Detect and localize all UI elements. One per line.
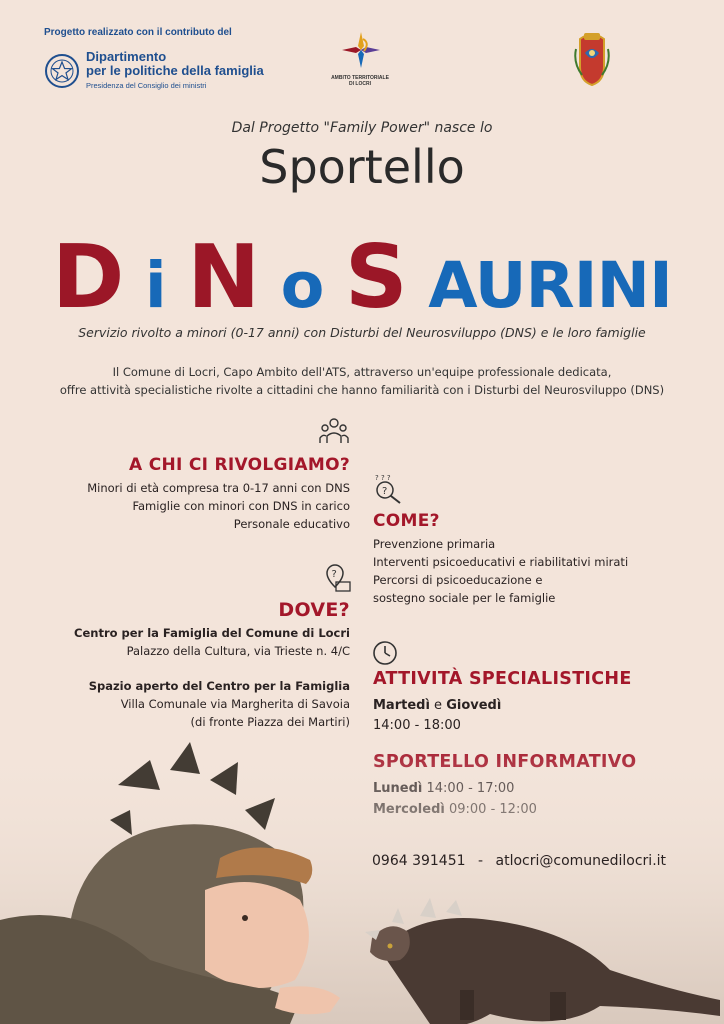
come-list — [373, 535, 628, 607]
rivolgiamo-item: Personale educativo — [233, 517, 350, 531]
attivita-heading: ATTIVITÀ SPECIALISTICHE — [373, 669, 632, 689]
contact-phone[interactable]: 0964 391451 — [372, 853, 466, 869]
attivita-day-join: e — [429, 698, 447, 713]
title-letter-n: N — [187, 226, 260, 319]
department-line-1: Dipartimento — [86, 49, 167, 64]
intro-paragraph — [0, 363, 724, 399]
dove-place-1-name: Centro per la Famiglia del Comune di Locri — [74, 626, 350, 640]
rivolgiamo-item: Famiglie con minori con DNS in carico — [132, 499, 350, 513]
title-letter-o: o — [280, 249, 324, 319]
title-letters-aurini: AURINI — [428, 249, 672, 319]
dove-place-2-name: Spazio aperto del Centro per la Famiglia — [88, 679, 350, 693]
dove-place-2-note: (di fronte Piazza dei Martiri) — [190, 715, 350, 729]
come-item: Percorsi di psicoeducazione e — [373, 573, 543, 587]
boy-with-dinosaur-photo — [0, 740, 724, 1024]
ats-label-line-1: AMBITO TERRITORIALE — [331, 75, 389, 81]
svg-text:?: ? — [331, 569, 337, 580]
dove-place-1 — [74, 624, 350, 660]
come-item: sostegno sociale per le famiglie — [373, 591, 556, 605]
title-letter-d: D — [52, 226, 124, 319]
locri-coat-of-arms-icon — [572, 31, 612, 89]
svg-text:? ? ?: ? ? ? — [375, 474, 391, 482]
attivita-schedule — [373, 696, 501, 736]
dove-place-2-address: Villa Comunale via Margherita di Savoia — [120, 697, 350, 711]
department-name — [86, 50, 264, 78]
dove-heading: DOVE? — [278, 599, 350, 621]
title-sportello: Sportello — [259, 140, 465, 194]
ats-locri-logo-icon — [340, 30, 382, 70]
ats-label — [330, 75, 390, 87]
rivolgiamo-heading: A CHI CI RIVOLGIAMO? — [129, 455, 350, 475]
contact-separator: - — [477, 853, 484, 869]
svg-text:D i N o S — [52, 226, 672, 319]
contact-line — [372, 853, 666, 869]
attivita-day-1: Martedì — [373, 698, 430, 713]
dove-place-1-address: Palazzo della Cultura, via Trieste n. 4/C — [126, 644, 350, 658]
intro-line-2: offre attività specialistiche rivolte a cittadini che hanno familiarità con i Disturbi del Neurosviluppo (DNS) — [59, 383, 665, 397]
title-letter-i: i — [144, 249, 166, 319]
people-icon — [319, 416, 349, 446]
rivolgiamo-item: Minori di età compresa tra 0-17 anni con DNS — [87, 481, 350, 495]
come-item: Interventi psicoeducativi e riabilitativi mirati — [373, 555, 629, 569]
svg-text:?: ? — [382, 486, 388, 497]
ats-label-line-2: DI LOCRI — [349, 81, 371, 87]
question-search-icon — [373, 474, 403, 504]
come-item: Prevenzione primaria — [373, 537, 496, 551]
contact-email[interactable]: atlocri@comunedilocri.it — [495, 853, 667, 869]
clock-icon — [372, 640, 398, 666]
rivolgiamo-list — [87, 479, 350, 533]
attivita-hours: 14:00 - 18:00 — [373, 718, 461, 733]
dove-place-2 — [89, 677, 350, 731]
title-dinosaurini — [50, 207, 674, 319]
contribution-label: Progetto realizzato con il contributo del — [44, 27, 232, 38]
service-description: Servizio rivolto a minori (0-17 anni) con Disturbi del Neurosviluppo (DNS) e le loro famiglie — [78, 325, 646, 340]
attivita-days — [373, 696, 501, 716]
intro-line: Dal Progetto "Family Power" nasce lo — [231, 120, 493, 136]
department-subtitle: Presidenza del Consiglio dei ministri — [86, 81, 207, 90]
intro-line-1: Il Comune di Locri, Capo Ambito dell'ATS, attraverso un'equipe professionale dedicata, — [112, 365, 612, 379]
title-letter-s: S — [344, 226, 407, 319]
department-line-2: per le politiche della famiglia — [86, 63, 264, 78]
come-heading: COME? — [373, 511, 440, 531]
attivita-day-2: Giovedì — [446, 698, 502, 713]
italian-emblem-icon — [44, 53, 80, 89]
location-question-icon — [322, 562, 352, 592]
